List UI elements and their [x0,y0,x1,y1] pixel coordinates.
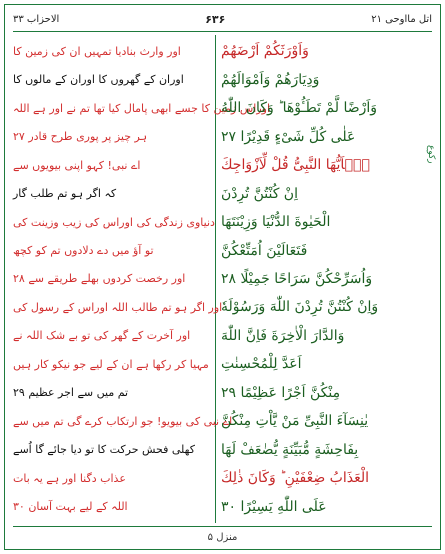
urdu-line-text [13,272,185,285]
urdu-line-text [13,301,222,314]
text-segment: عذاب دگنا اور ہے یہ بات [13,471,126,485]
text-segment: وَاَرْضًا لَّمْ تَطَـُٔوْهَا ؕ وَكَانَ اللّٰهُ [221,100,378,117]
arabic-line [221,493,417,521]
juz-name: اتل مااوحی ۲۱ [371,13,432,25]
urdu-line-text [13,329,190,342]
text-segment: اللہ کے لیے بہت آسان ۳۰ [13,500,128,514]
text-segment: عَلٰى كُلِّ شَىْءٍ قَدِيْرًا ۲۷ [221,128,356,145]
text-segment: اور اگر ہو تم طالب اللہ اوراس کے رسول کی [13,300,223,314]
arabic-line [221,379,417,407]
text-segment: کھلی فحش حرکت کا تو دیا جائے گا اُسے [13,443,195,457]
urdu-line-text [13,45,181,58]
arabic-line-text [221,100,377,116]
arabic-line-text [221,328,344,344]
urdu-line [13,208,215,236]
surah-name: الاحزاب ۳۳ [13,13,60,25]
header-divider [13,31,432,32]
text-segment: کہ اگر ہو تم طلب گار [13,187,117,201]
arabic-line [221,265,417,293]
arabic-line-text [221,271,372,287]
urdu-line-text [13,443,195,456]
text-segment: اوران کے گھروں کا اوران کے مالوں کا [13,73,184,87]
urdu-line [13,493,211,521]
urdu-line [13,265,211,293]
text-segment: فَتَعَالَيْنَ اُمَتِّعْكُنَّ [221,242,308,259]
text-segment: دنیاوی زندگی کی اوراس کی زیب وزینت کی [13,215,215,229]
arabic-line [221,407,417,435]
urdu-line [13,65,211,93]
urdu-line [13,379,211,407]
text-segment: اے نبی! کہو اپنی بیویوں سے [13,158,141,172]
text-segment: وَدِيَارَهُمْ وَاَمْوَالَهُمْ [221,71,320,88]
urdu-line-text [13,159,140,172]
text-segment: الْحَيٰوةَ الدُّنْيَا وَزِيْنَتَهَا [221,214,331,231]
urdu-line [13,436,211,464]
text-segment: يٰنِسَآءَ النَّبِىِّ مَنْ يَّاْتِ مِنْكُنَّ [221,413,369,430]
arabic-line [221,436,417,464]
urdu-line-text [13,216,215,229]
urdu-line [13,464,211,492]
arabic-line-text [221,157,370,173]
arabic-line [221,208,417,236]
arabic-line-text [221,214,330,230]
page-number: ۶۳۶ [205,12,226,26]
arabic-line [221,151,417,179]
text-segment: وَالدَّارَ الْاٰخِرَةَ فَاِنَّ اللّٰهَ [221,327,345,344]
urdu-line-text [13,73,184,86]
urdu-line [13,37,211,65]
text-segment: عَلَى اللّٰهِ يَسِيْرًا ۳۰ [221,498,327,515]
footer-divider [13,526,432,527]
urdu-line-text [13,358,209,371]
arabic-line [221,37,417,65]
urdu-line [13,293,223,321]
text-segment: اور وارث بنادیا تمہیں ان کی زمین کا [13,44,181,58]
text-segment: اوراس زمین کا جسے ابھی پامال کیا تھا تم نے اور ہے اللہ [13,101,271,115]
arabic-line [221,322,417,350]
page-frame [4,4,441,550]
arabic-line [221,65,417,93]
text-segment: اور رخصت کردوں بھلے طریقے سے ۲۸ [13,272,186,286]
arabic-line [221,464,417,492]
text-segment: اے نبی کی بیویو! جو ارتکاب کرے گی تم میں سے [13,414,233,428]
arabic-line [221,350,417,378]
urdu-line [13,94,271,122]
text-segment: الْعَذَابُ ضِعْفَيْنِ ؕ وَكَانَ ذٰلِكَ [221,470,370,487]
text-segment: مِنْكُنَّ اَجْرًا عَظِيْمًا ۲۹ [221,384,341,401]
arabic-text-column [221,37,417,521]
urdu-line-text [13,244,154,257]
text-segment: وَاُسَرِّحْكُنَّ سَرَاحًا جَمِيْلًا ۲۸ [221,270,373,287]
text-segment: تو آؤ میں دے دلادوں تم کو کچھ [13,244,154,258]
text-segment: تم میں سے اجر عظیم ۲۹ [13,386,129,400]
urdu-line [13,179,211,207]
arabic-line-text [221,72,319,88]
urdu-line-text [13,472,126,485]
arabic-line-text [221,499,327,515]
arabic-line-text [221,442,358,458]
arabic-line-text [221,413,368,429]
text-segment: يٰۤاَيُّهَا النَّبِىُّ قُلْ لِّاَزْوَاجِكَ [221,157,370,174]
arabic-line-text [221,356,302,372]
arabic-line [221,236,417,264]
urdu-line-text [13,187,116,200]
text-segment: اِنْ كُنْتُنَّ تُرِدْنَ [221,185,298,202]
arabic-line-text [221,299,378,315]
text-segment: اَعَدَّ لِلْمُحْسِنٰتِ [221,356,302,373]
arabic-line-text [221,243,307,259]
urdu-line [13,236,211,264]
arabic-line [221,122,417,150]
urdu-line-text [13,130,147,143]
page-header [13,9,432,29]
urdu-line-text [13,415,232,428]
urdu-line [13,322,211,350]
text-segment: وَاَوْرَثَكُمْ اَرْضَهُمْ [221,43,309,60]
urdu-line [13,122,211,150]
text-segment: بِفَاحِشَةٍ مُّبَيِّنَةٍ يُّضٰعَفْ لَهَا [221,441,359,458]
manzil-footer: منزل ۵ [207,532,238,543]
urdu-line-text [13,386,128,399]
urdu-line [13,350,211,378]
arabic-line [221,293,417,321]
arabic-line-text [221,186,298,202]
arabic-line-text [221,470,369,486]
text-segment: ہر چیز پر پوری طرح قادر ۲۷ [13,130,148,144]
text-segment: وَاِنْ كُنْتُنَّ تُرِدْنَ اللّٰهَ وَرَسُوْلَهٗ [221,299,379,316]
ruku-marker: رکوع [426,145,436,164]
text-segment: مہیا کر رکھا ہے ان کے لیے جو نیکو کار ہیں [13,357,209,371]
urdu-line [13,151,211,179]
urdu-line [13,407,233,435]
arabic-line-text [221,43,309,59]
arabic-line-text [221,385,340,401]
urdu-line-text [13,500,128,513]
arabic-line [221,94,417,122]
arabic-line-text [221,129,355,145]
arabic-line [221,179,417,207]
text-segment: اور آخرت کے گھر کی تو بے شک اللہ نے [13,329,191,343]
